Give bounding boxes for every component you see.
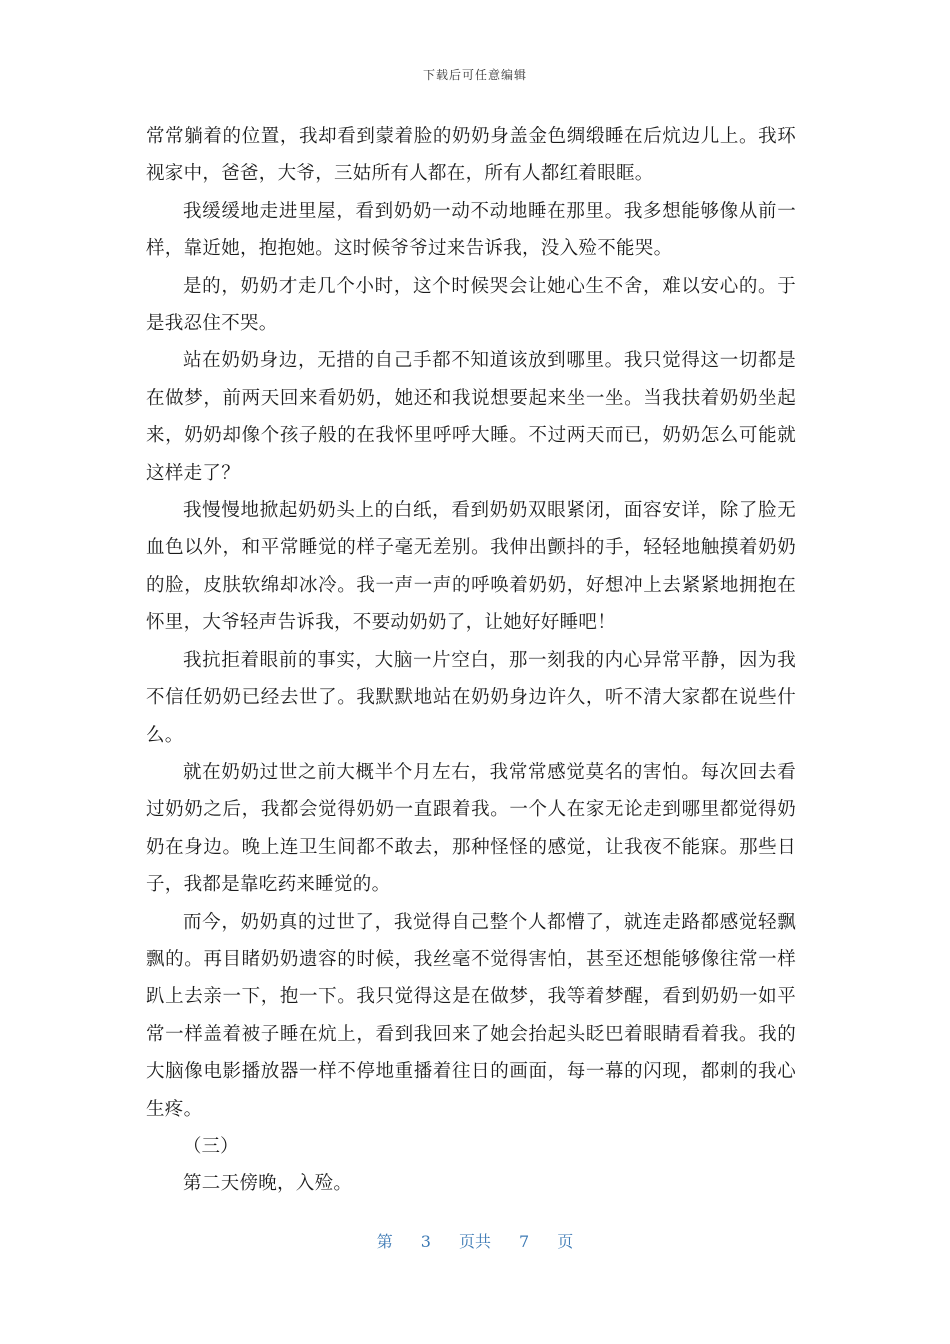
footer-ye: 页: [557, 1232, 574, 1251]
paragraph: 是的，奶奶才走几个小时，这个时候哭会让她心生不舍，难以安心的。于是我忍住不哭。: [146, 275, 796, 335]
paragraph: 第二天傍晚，入殓。: [183, 1173, 353, 1195]
page-header: 下载后可任意编辑: [422, 68, 527, 82]
footer-ye-gong: 页共: [458, 1232, 491, 1251]
paragraph: 常常躺着的位置，我却看到蒙着脸的奶奶身盖金色绸缎睡在后炕边儿上。我环视家中，爸爸，大爷，三姑所有人都在，所有人都红着眼眶。: [146, 126, 796, 185]
footer-page-number: 3: [420, 1232, 431, 1251]
page-footer: [0, 1229, 950, 1252]
document-body: [146, 118, 796, 1203]
paragraph: 我慢慢地掀起奶奶头上的白纸，看到奶奶双眼紧闭，面容安详，除了脸无血色以外，和平常睡觉的样子毫无差别。我伸出颤抖的手，轻轻地触摸着奶奶的脸，皮肤软绵却冰冷。我一声一声的呼唤着奶奶，好想冲上去紧紧地拥抱在怀里，大爷轻声告诉我，不要动奶奶了，让她好好睡吧！: [146, 500, 796, 634]
footer-di: 第: [376, 1232, 393, 1251]
paragraph: 而今，奶奶真的过世了，我觉得自己整个人都懵了，就连走路都感觉轻飘飘的。再目睹奶奶遗容的时候，我丝毫不觉得害怕，甚至还想能够像往常一样趴上去亲一下，抱一下。我只觉得这是在做梦，我等着梦醒，看到奶奶一如平常一样盖着被子睡在炕上，看到我回来了她会抬起头眨巴着眼睛看着我。我的大脑像电影播放器一样不停地重播着往日的画面，每一幕的闪现，都刺的我心生疼。: [146, 911, 796, 1120]
paragraph: 我缓缓地走进里屋，看到奶奶一动不动地睡在那里。我多想能够像从前一样，靠近她，抱抱她。这时候爷爷过来告诉我，没入殓不能哭。: [146, 200, 796, 260]
paragraph: 就在奶奶过世之前大概半个月左右，我常常感觉莫名的害怕。每次回去看过奶奶之后，我都会觉得奶奶一直跟着我。一个人在家无论走到哪里都觉得奶奶在身边。晚上连卫生间都不敢去，那种怪怪的感觉，让我夜不能寐。那些日子，我都是靠吃药来睡觉的。: [146, 761, 796, 896]
footer-total-pages: 7: [519, 1232, 530, 1251]
paragraph: 我抗拒着眼前的事实，大脑一片空白，那一刻我的内心异常平静，因为我不信任奶奶已经去世了。我默默地站在奶奶身边许久，听不清大家都在说些什么。: [146, 649, 796, 746]
section-heading: （三）: [183, 1135, 239, 1157]
paragraph: 站在奶奶身边，无措的自己手都不知道该放到哪里。我只觉得这一切都是在做梦，前两天回来看奶奶，她还和我说想要起来坐一坐。当我扶着奶奶坐起来，奶奶却像个孩子般的在我怀里呼呼大睡。不过两天而已，奶奶怎么可能就这样走了？: [146, 350, 796, 484]
